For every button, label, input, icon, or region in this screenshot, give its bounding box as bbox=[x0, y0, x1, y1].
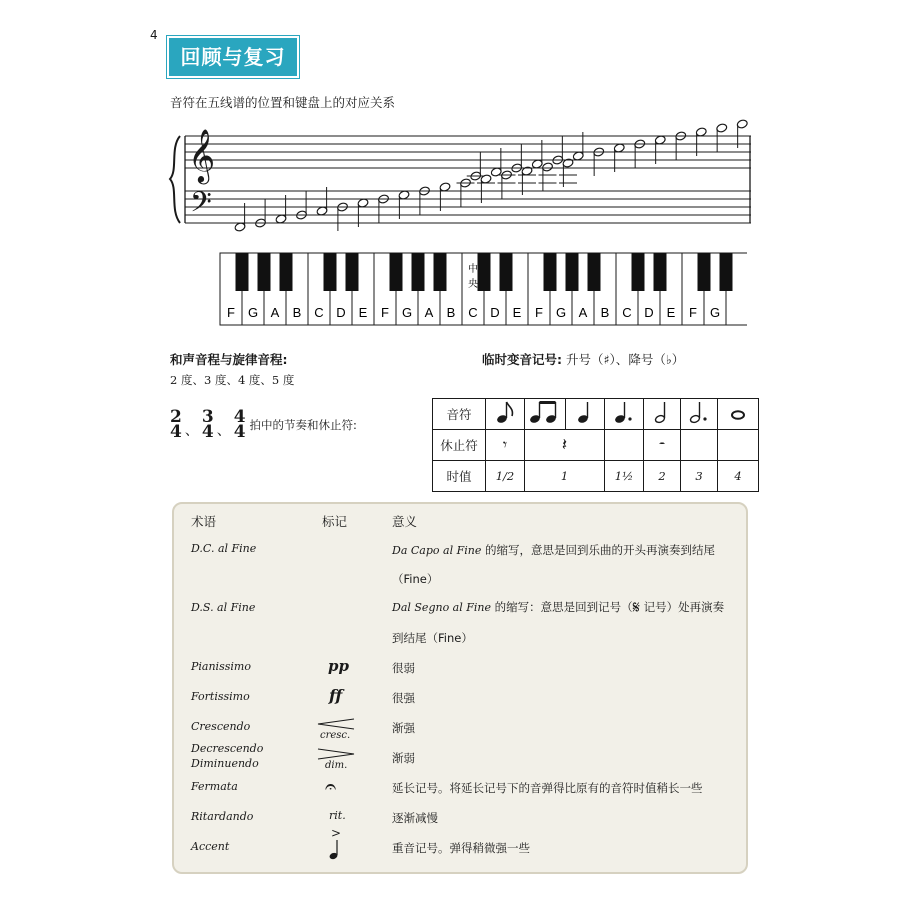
separator: 、 bbox=[615, 352, 629, 367]
term-fortissimo: Fortissimo bbox=[191, 690, 250, 703]
key-label: B bbox=[292, 305, 302, 320]
header-mark: 标记 bbox=[322, 514, 348, 529]
quarter-rest-icon: 𝄽 bbox=[525, 430, 605, 461]
meaning-ds-al-fine: Dal Segno al Fine 的缩写：意思是回到记号（𝄋 记号）处再演奏 bbox=[392, 598, 725, 618]
key-label: G bbox=[401, 305, 413, 320]
time-signature-4-4: 4 4 bbox=[233, 407, 246, 442]
empty-cell bbox=[718, 430, 759, 461]
key-label: A bbox=[578, 305, 588, 320]
decrescendo-hairpin-icon bbox=[316, 748, 356, 760]
key-label: D bbox=[336, 305, 346, 320]
meaning-dc-al-fine: Da Capo al Fine 的缩写，意思是回到乐曲的开头再演奏到结尾 bbox=[392, 543, 715, 557]
meaning-dc-al-fine-cont: （Fine） bbox=[392, 572, 439, 586]
key-label: A bbox=[270, 305, 280, 320]
accent-mark: > bbox=[331, 826, 342, 840]
treble-staff bbox=[185, 136, 751, 168]
rhythm-table bbox=[432, 398, 759, 492]
meaning-fortissimo: 很强 bbox=[392, 691, 415, 705]
term-fermata: Fermata bbox=[191, 780, 238, 793]
time-signature-3-4: 3 4 bbox=[201, 407, 214, 442]
black-key bbox=[588, 253, 601, 291]
mark-ritardando: rit. bbox=[329, 809, 346, 822]
key-label: C bbox=[314, 305, 324, 320]
black-key bbox=[720, 253, 733, 291]
value-row bbox=[433, 461, 759, 492]
sharp-label: 升号（♯） bbox=[565, 352, 616, 367]
mark-diminuendo: dim. bbox=[325, 760, 348, 771]
row-label-rests: 休止符 bbox=[433, 430, 486, 461]
key-label: F bbox=[689, 305, 697, 320]
term-crescendo: Crescendo bbox=[191, 720, 251, 733]
header-term: 术语 bbox=[191, 514, 217, 529]
term-ds-al-fine: D.S. al Fine bbox=[191, 601, 256, 614]
grand-staff bbox=[168, 118, 752, 238]
key-label: G bbox=[555, 305, 567, 320]
term-diminuendo: Diminuendo bbox=[191, 757, 259, 770]
row-label-values: 时值 bbox=[433, 461, 486, 492]
whole-note-icon bbox=[718, 399, 759, 430]
header-meaning: 意义 bbox=[392, 514, 418, 529]
black-key bbox=[500, 253, 513, 291]
meaning-decrescendo: 渐弱 bbox=[392, 751, 415, 765]
value-cell: 1/2 bbox=[486, 461, 525, 492]
time-signature-text: 拍中的节奏和休止符: bbox=[249, 418, 357, 432]
meaning-ritardando: 逐渐减慢 bbox=[392, 811, 438, 825]
term-ritardando: Ritardando bbox=[191, 810, 254, 823]
eighth-rest-icon: 𝄾 bbox=[486, 430, 525, 461]
term-dc-al-fine: D.C. al Fine bbox=[191, 542, 257, 555]
black-key bbox=[324, 253, 337, 291]
brace-icon bbox=[170, 136, 180, 223]
term-pianissimo: Pianissimo bbox=[191, 660, 251, 673]
key-label: E bbox=[666, 305, 676, 320]
black-key bbox=[390, 253, 403, 291]
row-label-notes: 音符 bbox=[433, 399, 486, 430]
rest-row bbox=[433, 430, 759, 461]
black-key bbox=[346, 253, 359, 291]
half-rest-icon: 𝄼 bbox=[644, 430, 681, 461]
key-label: F bbox=[535, 305, 543, 320]
black-key bbox=[632, 253, 645, 291]
key-label: G bbox=[247, 305, 259, 320]
term-accent: Accent bbox=[191, 840, 230, 853]
piano-keyboard bbox=[219, 252, 747, 326]
key-label: F bbox=[227, 305, 235, 320]
time-signatures bbox=[170, 407, 357, 442]
black-key bbox=[478, 253, 491, 291]
time-signature-2-4: 2 4 bbox=[170, 407, 182, 442]
black-key bbox=[654, 253, 667, 291]
key-label: A bbox=[424, 305, 434, 320]
mark-crescendo: cresc. bbox=[320, 730, 351, 741]
key-label: E bbox=[358, 305, 368, 320]
black-key bbox=[544, 253, 557, 291]
value-cell: 2 bbox=[644, 461, 681, 492]
key-label: C bbox=[468, 305, 478, 320]
dotted-half-note-icon bbox=[681, 399, 718, 430]
middle-c-label: 中 bbox=[468, 264, 478, 275]
segno-icon: 𝄋 bbox=[632, 598, 640, 618]
accidentals-label: 临时变音记号: bbox=[482, 352, 562, 367]
section-title: 回顾与复习 bbox=[167, 36, 299, 78]
separator: 、 bbox=[184, 423, 199, 439]
empty-cell bbox=[681, 430, 718, 461]
quarter-note-icon bbox=[566, 399, 605, 430]
key-label: D bbox=[644, 305, 654, 320]
black-key bbox=[280, 253, 293, 291]
treble-clef-icon: 𝄞 bbox=[188, 128, 216, 182]
value-cell: 4 bbox=[718, 461, 759, 492]
crescendo-hairpin-icon bbox=[316, 718, 356, 730]
key-label: G bbox=[709, 305, 721, 320]
intervals-heading: 和声音程与旋律音程: bbox=[170, 352, 288, 367]
value-cell: 1½ bbox=[605, 461, 644, 492]
accented-note-icon bbox=[329, 838, 341, 862]
value-cell: 1 bbox=[525, 461, 605, 492]
empty-cell bbox=[605, 430, 644, 461]
meaning-ds-al-fine-cont: 到结尾（Fine） bbox=[392, 631, 473, 645]
eighth-note-icon bbox=[486, 399, 525, 430]
flat-label: 降号（♭） bbox=[628, 352, 685, 367]
accidentals bbox=[482, 350, 684, 368]
fermata-icon: 𝄐 bbox=[325, 774, 337, 798]
separator: 、 bbox=[216, 423, 231, 439]
page-number: 4 bbox=[150, 28, 158, 42]
beamed-eighth-notes-icon bbox=[525, 399, 566, 430]
bass-staff bbox=[185, 191, 751, 223]
bass-clef-icon: 𝄢 bbox=[190, 186, 212, 226]
mark-fortissimo: ff bbox=[329, 686, 343, 705]
meaning-fermata: 延长记号。将延长记号下的音弹得比原有的音符时值稍长一些 bbox=[392, 781, 703, 795]
half-note-icon bbox=[644, 399, 681, 430]
meaning-crescendo: 渐强 bbox=[392, 721, 415, 735]
dotted-quarter-note-icon bbox=[605, 399, 644, 430]
black-key bbox=[698, 253, 711, 291]
meaning-accent: 重音记号。弹得稍微强一些 bbox=[392, 841, 530, 855]
black-key bbox=[434, 253, 447, 291]
key-label: F bbox=[381, 305, 389, 320]
term-decrescendo: Decrescendo bbox=[191, 742, 264, 755]
black-key bbox=[412, 253, 425, 291]
black-key bbox=[236, 253, 249, 291]
black-key bbox=[566, 253, 579, 291]
staff-section-title: 音符在五线谱的位置和键盘上的对应关系 bbox=[170, 95, 396, 110]
value-cell: 3 bbox=[681, 461, 718, 492]
interval-degrees: 2 度、3 度、4 度、5 度 bbox=[170, 373, 295, 387]
key-label: B bbox=[446, 305, 456, 320]
key-label: E bbox=[512, 305, 522, 320]
black-key bbox=[258, 253, 271, 291]
middle-c-label: 央 bbox=[468, 279, 478, 290]
key-label: B bbox=[600, 305, 610, 320]
key-label: D bbox=[490, 305, 500, 320]
meaning-pianissimo: 很弱 bbox=[392, 661, 415, 675]
mark-pianissimo: pp bbox=[328, 657, 349, 675]
note-row bbox=[433, 399, 759, 430]
key-label: C bbox=[622, 305, 632, 320]
